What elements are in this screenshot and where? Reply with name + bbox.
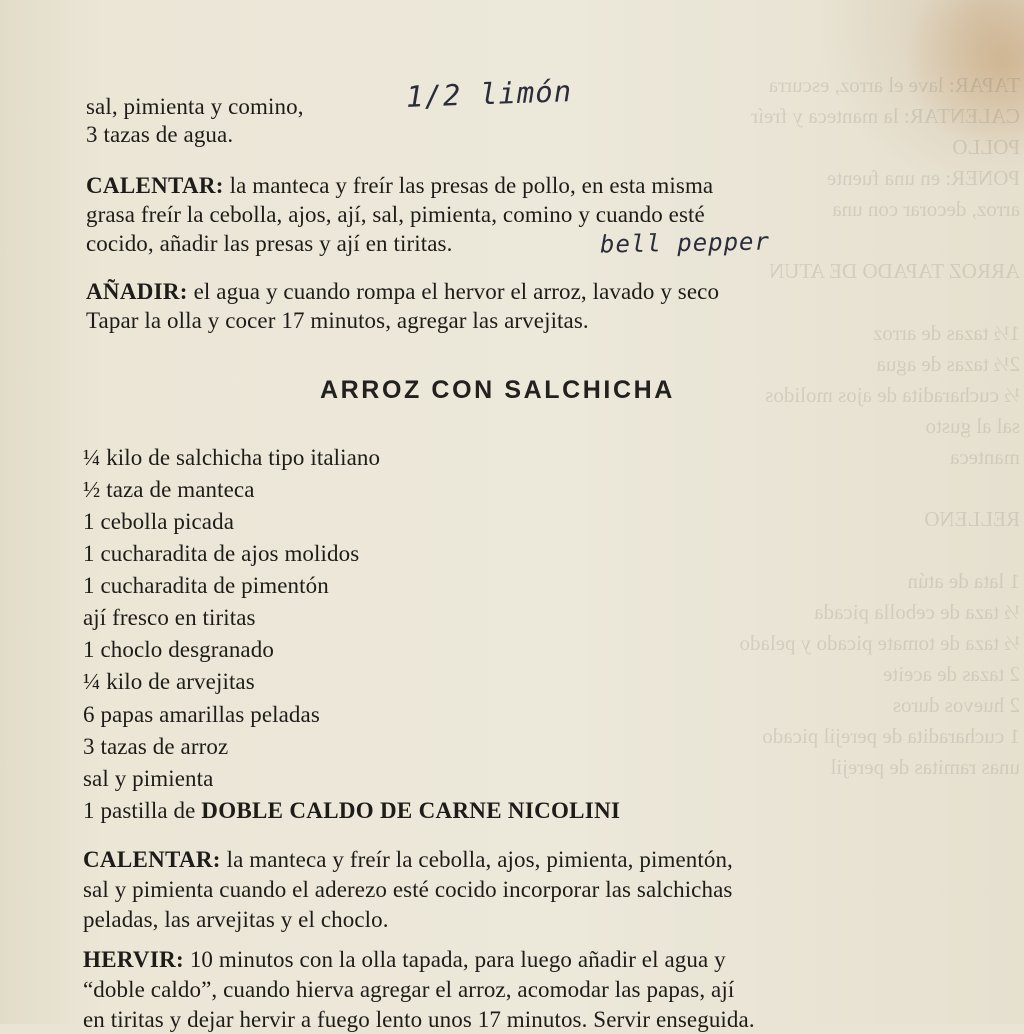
ingredient-line: 3 tazas de agua. <box>86 122 234 147</box>
ingredient-line: ají fresco en tiritas <box>83 605 256 630</box>
handwritten-note: 1/2 limón <box>405 74 573 114</box>
instruction-line: sal y pimienta cuando el aderezo esté cocido incorporar las salchichas <box>83 877 733 902</box>
instruction-line: “doble caldo”, cuando hierva agregar el arroz, acomodar las papas, ají <box>83 977 735 1002</box>
instruction-line <box>83 946 726 974</box>
instruction-label: HERVIR: <box>83 947 184 972</box>
ingredient-line: 3 tazas de arroz <box>83 734 229 759</box>
instruction-text: 10 minutos con la olla tapada, para luego añadir el agua y <box>189 947 726 972</box>
instruction-text: la manteca y freír la cebolla, ajos, pimienta, pimentón, <box>226 847 733 872</box>
ingredient-line: sal y pimienta <box>83 766 214 791</box>
instruction-line <box>86 278 719 306</box>
ingredient-line: ¼ kilo de arvejitas <box>83 669 255 694</box>
ingredient-line: sal, pimienta y comino, <box>86 94 304 119</box>
recipe-title: ARROZ CON SALCHICHA <box>320 376 675 404</box>
ingredient-line: 1 cebolla picada <box>83 509 235 534</box>
instruction-line: en tiritas y dejar hervir a fuego lento unos 17 minutos. Servir enseguida. <box>83 1007 755 1032</box>
instruction-text: el agua y cuando rompa el hervor el arroz, lavado y seco <box>193 279 720 304</box>
ingredient-line: ¼ kilo de salchicha tipo italiano <box>83 445 381 470</box>
instruction-label: AÑADIR: <box>86 279 188 304</box>
instruction-line <box>86 172 713 200</box>
ingredient-line: 1 cucharadita de pimentón <box>83 573 329 598</box>
bleed-through-text: TAPAR: lave el arroz, escurra CALENTAR: la manteca y freír POLLO PONER: en una fuente arroz, decorar con una ARROZ TAPADO DE ATUN 1½ tazas de arroz 2½ tazas de agua ½ cucharadita de ajos molidos sal al gusto manteca RELLENO 1 lata de atún ½ taza de cebolla picada ½ taza de tomate picado y pelado 2 tazas de aceite 2 huevos duros 1 cucharadita de perejil picado unas ramitas de perejil <box>739 73 1020 779</box>
ingredient-line: 1 choclo desgranado <box>83 637 274 662</box>
instruction-line <box>83 846 733 874</box>
brand-name: DOBLE CALDO DE CARNE NICOLINI <box>201 798 621 823</box>
ingredient-line <box>83 797 620 825</box>
instruction-line: peladas, las arvejitas y el choclo. <box>83 907 389 932</box>
ingredient-text: 1 pastilla de <box>83 798 196 823</box>
instruction-line: grasa freír la cebolla, ajos, ají, sal, pimienta, comino y cuando esté <box>86 202 705 227</box>
handwritten-note: bell pepper <box>599 227 771 259</box>
instruction-line: cocido, añadir las presas y ají en tiritas. <box>86 231 453 256</box>
instruction-label: CALENTAR: <box>86 173 224 198</box>
ingredient-line: 1 cucharadita de ajos molidos <box>83 541 360 566</box>
instruction-line: Tapar la olla y cocer 17 minutos, agregar las arvejitas. <box>86 308 589 333</box>
instruction-label: CALENTAR: <box>83 847 221 872</box>
instruction-text: la manteca y freír las presas de pollo, en esta misma <box>229 173 714 198</box>
ingredient-line: 6 papas amarillas peladas <box>83 702 320 727</box>
ingredient-line: ½ taza de manteca <box>83 477 255 502</box>
